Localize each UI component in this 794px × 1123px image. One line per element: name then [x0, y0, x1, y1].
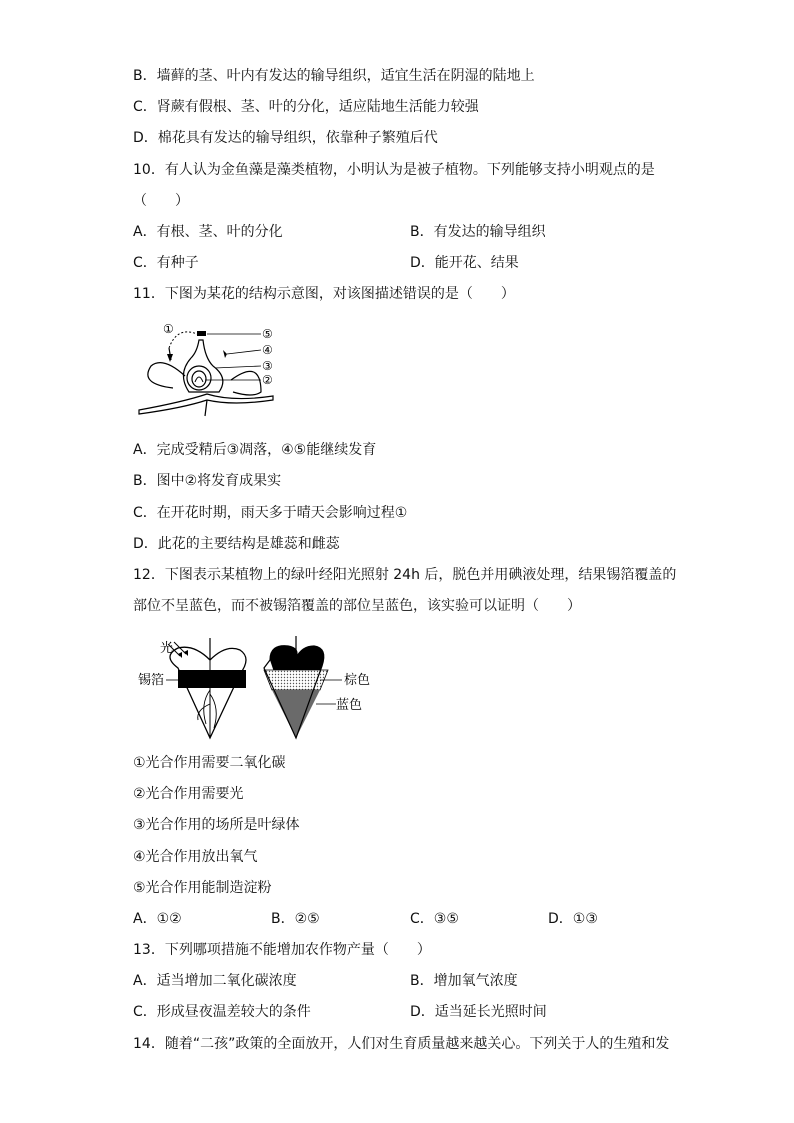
q12-stem-continued: 部位不呈蓝色，而不被锡箔覆盖的部位呈蓝色，该实验可以证明（ ）	[133, 598, 581, 614]
q13-option-c: C．形成昼夜温差较大的条件	[133, 1004, 311, 1020]
q10-option-c: C．有种子	[133, 255, 199, 271]
q13-stem: 13．下列哪项措施不能增加农作物产量（ ）	[133, 942, 431, 958]
q10-answer-bracket: （ ）	[133, 193, 189, 209]
statement-2: ②光合作用需要光	[133, 786, 244, 802]
foil-label: 锡箔	[138, 673, 165, 688]
q10-option-a: A．有根、茎、叶的分化	[133, 224, 283, 240]
statement-1: ①光合作用需要二氧化碳	[133, 755, 286, 771]
q10-option-d: D．能开花、结果	[410, 255, 519, 271]
q10-stem: 10．有人认为金鱼藻是藻类植物，小明认为是被子植物。下列能够支持小明观点的是	[133, 162, 655, 178]
q12-option-c: C．③⑤	[410, 911, 459, 927]
leaf-experiment-diagram	[136, 634, 396, 744]
flower-structure-diagram	[133, 318, 283, 418]
statement-5: ⑤光合作用能制造淀粉	[133, 880, 272, 896]
q12-stem: 12．下图表示某植物上的绿叶经阳光照射 24h 后，脱色并用碘液处理，结果锡箔覆盖的	[133, 567, 677, 583]
q9-option-c: C．肾蕨有假根、茎、叶的分化，适应陆地生活能力较强	[133, 99, 479, 115]
blue-label: 蓝色	[336, 698, 363, 713]
q10-option-b: B．有发达的输导组织	[410, 224, 546, 240]
statement-3: ③光合作用的场所是叶绿体	[133, 817, 300, 833]
statement-4: ④光合作用放出氧气	[133, 849, 258, 865]
flower-label-3: ③	[262, 359, 273, 373]
q9-option-b: B．墙藓的茎、叶内有发达的输导组织，适宜生活在阴湿的陆地上	[133, 68, 535, 84]
tin-foil-strip	[178, 670, 246, 688]
brown-label: 棕色	[344, 673, 371, 688]
flower-label-1: ①	[163, 322, 174, 336]
q9-option-d: D．棉花具有发达的输导组织，依靠种子繁殖后代	[133, 130, 438, 146]
q11-stem: 11．下图为某花的结构示意图，对该图描述错误的是（ ）	[133, 286, 515, 302]
q13-option-b: B．增加氧气浓度	[410, 973, 518, 989]
q12-option-a: A．①②	[133, 911, 182, 927]
q14-stem: 14．随着“二孩”政策的全面放开，人们对生育质量越来越关心。下列关于人的生殖和发	[133, 1036, 670, 1052]
q12-option-d: D．①③	[548, 911, 598, 927]
q11-option-b: B．图中②将发育成果实	[133, 473, 282, 489]
flower-label-5: ⑤	[262, 327, 273, 341]
q11-option-c: C．在开花时期，雨天多于晴天会影响过程①	[133, 505, 408, 521]
flower-label-4: ④	[262, 343, 273, 357]
light-label: 光	[160, 641, 174, 656]
q12-option-b: B．②⑤	[271, 911, 320, 927]
q11-option-a: A．完成受精后③凋落，④⑤能继续发育	[133, 442, 377, 458]
q13-option-a: A．适当增加二氧化碳浓度	[133, 973, 297, 989]
q13-option-d: D．适当延长光照时间	[410, 1004, 547, 1020]
flower-label-2: ②	[262, 373, 273, 387]
q11-option-d: D．此花的主要结构是雄蕊和雌蕊	[133, 536, 340, 552]
